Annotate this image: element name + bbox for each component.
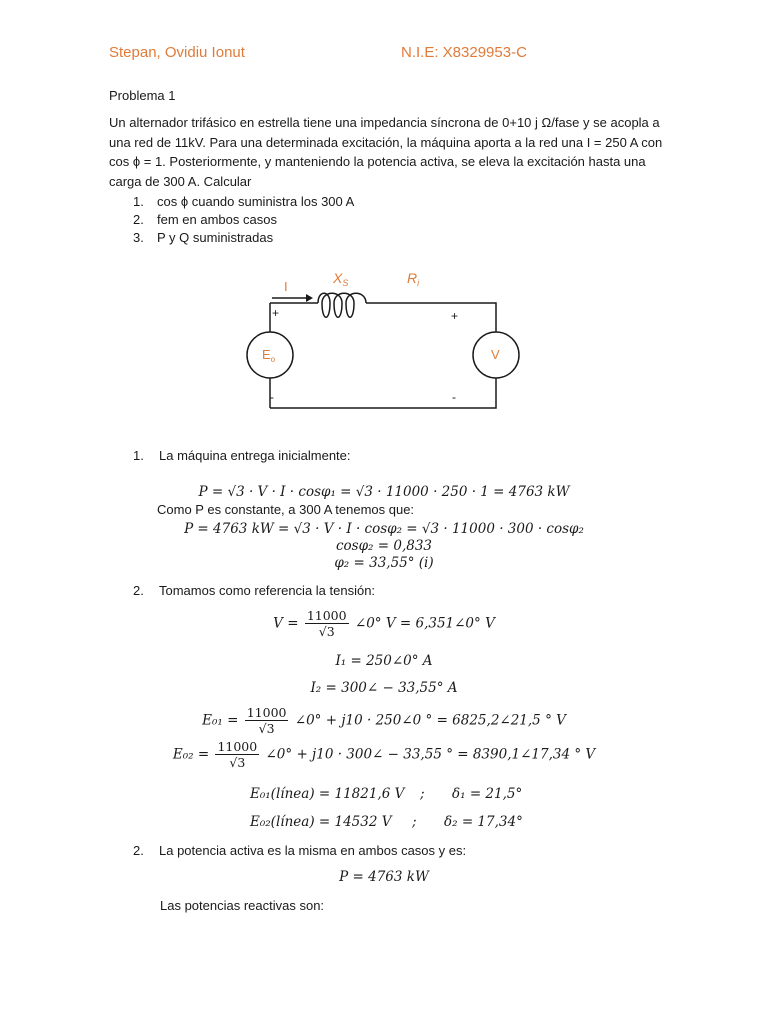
current-label: I [284, 279, 288, 294]
plus-sign-left: + [272, 306, 280, 320]
equation-emf-2-line: E₀₂(línea) = 14532 V [250, 814, 392, 830]
equation-current-1: I₁ = 250∠0° A [335, 653, 433, 669]
author-name: Stepan, Ovidiu Ionut [109, 44, 245, 61]
equation-active-power-final: P = 4763 kW [339, 869, 429, 885]
solution-step-1 [133, 448, 351, 463]
reactance-label: $X_S$ [333, 270, 349, 288]
minus-sign-left: - [270, 390, 274, 404]
separator-semicolon: ; [420, 786, 425, 802]
equation-delta-1: δ₁ = 21,5° [452, 786, 523, 802]
question-text: fem en ambos casos [157, 212, 277, 227]
equation-emf-1-line: E₀₁(línea) = 11821,6 V [250, 786, 405, 802]
minus-sign-right: - [452, 390, 456, 404]
inductor-coil [318, 293, 366, 317]
resistance-label: $R_i$ [407, 270, 420, 288]
step-heading: La máquina entrega inicialmente: [159, 448, 351, 463]
equation-emf-1: E₀₁ = $\frac{11000}{√3}$ ∠0° + j10 · 250∠0 ° = 6825,2∠21,5 ° V [202, 705, 566, 736]
problem-title: Problema 1 [109, 88, 176, 103]
question-number: 3. [133, 230, 144, 245]
voltmeter-label: V [491, 347, 500, 362]
step-number: 2. [133, 583, 144, 598]
problem-statement: Un alternador trifásico en estrella tiene una impedancia síncrona de 0+10 j Ω/fase y se acopla a una red de 11kV. Para una determinada excitación, la máquina aporta a la red una I = 250 A con cos ϕ = 1. Posteriormente, y manteniendo la potencia activa, se eleva la excitación hasta una carga de 300 A. Calcular [109, 115, 663, 189]
question-number: 2. [133, 212, 144, 227]
explanation-note: Como P es constante, a 300 A tenemos que: [157, 502, 415, 517]
solution-step-3 [133, 843, 466, 858]
question-text: cos ϕ cuando suministra los 300 A [157, 194, 355, 209]
plus-sign-right: + [451, 309, 459, 323]
question-text: P y Q suministradas [157, 230, 274, 245]
equation-cos-phi2: cosφ₂ = 0,833 [335, 538, 433, 554]
solution-step-2 [133, 583, 375, 598]
step-number: 1. [133, 448, 144, 463]
step-number: 2. [133, 843, 144, 858]
source-label: $E_o$ [262, 347, 276, 364]
circuit-diagram [0, 0, 768, 440]
arrow-head-icon [306, 294, 313, 302]
wire-bottom [270, 378, 496, 408]
separator-semicolon: ; [412, 814, 417, 830]
step-heading: La potencia activa es la misma en ambos casos y es: [159, 843, 467, 858]
reactive-power-note: Las potencias reactivas son: [160, 898, 325, 913]
equation-emf-2: E₀₂ = $\frac{11000}{√3}$ ∠0° + j10 · 300∠ − 33,55 ° = 8390,1∠17,34 ° V [172, 739, 596, 770]
equation-current-2: I₂ = 300∠ − 33,55° A [310, 680, 458, 696]
student-id: N.I.E: X8329953-C [401, 44, 527, 61]
wire-top-right [366, 303, 496, 332]
question-number: 1. [133, 194, 144, 209]
equation-voltage-reference: V = $\frac{11000}{√3}$ ∠0° V = 6,351∠0° V [273, 608, 495, 639]
equation-power-300a: P = 4763 kW = √3 · V · I · cosφ₂ = √3 · 11000 · 300 · cosφ₂ [184, 521, 584, 537]
equation-active-power: P = √3 · V · I · cosφ₁ = √3 · 11000 · 250 · 1 = 4763 kW [198, 484, 570, 500]
step-heading: Tomamos como referencia la tensión: [159, 583, 376, 598]
equation-phi2: φ₂ = 33,55° (i) [334, 555, 434, 571]
equation-delta-2: δ₂ = 17,34° [444, 814, 523, 830]
